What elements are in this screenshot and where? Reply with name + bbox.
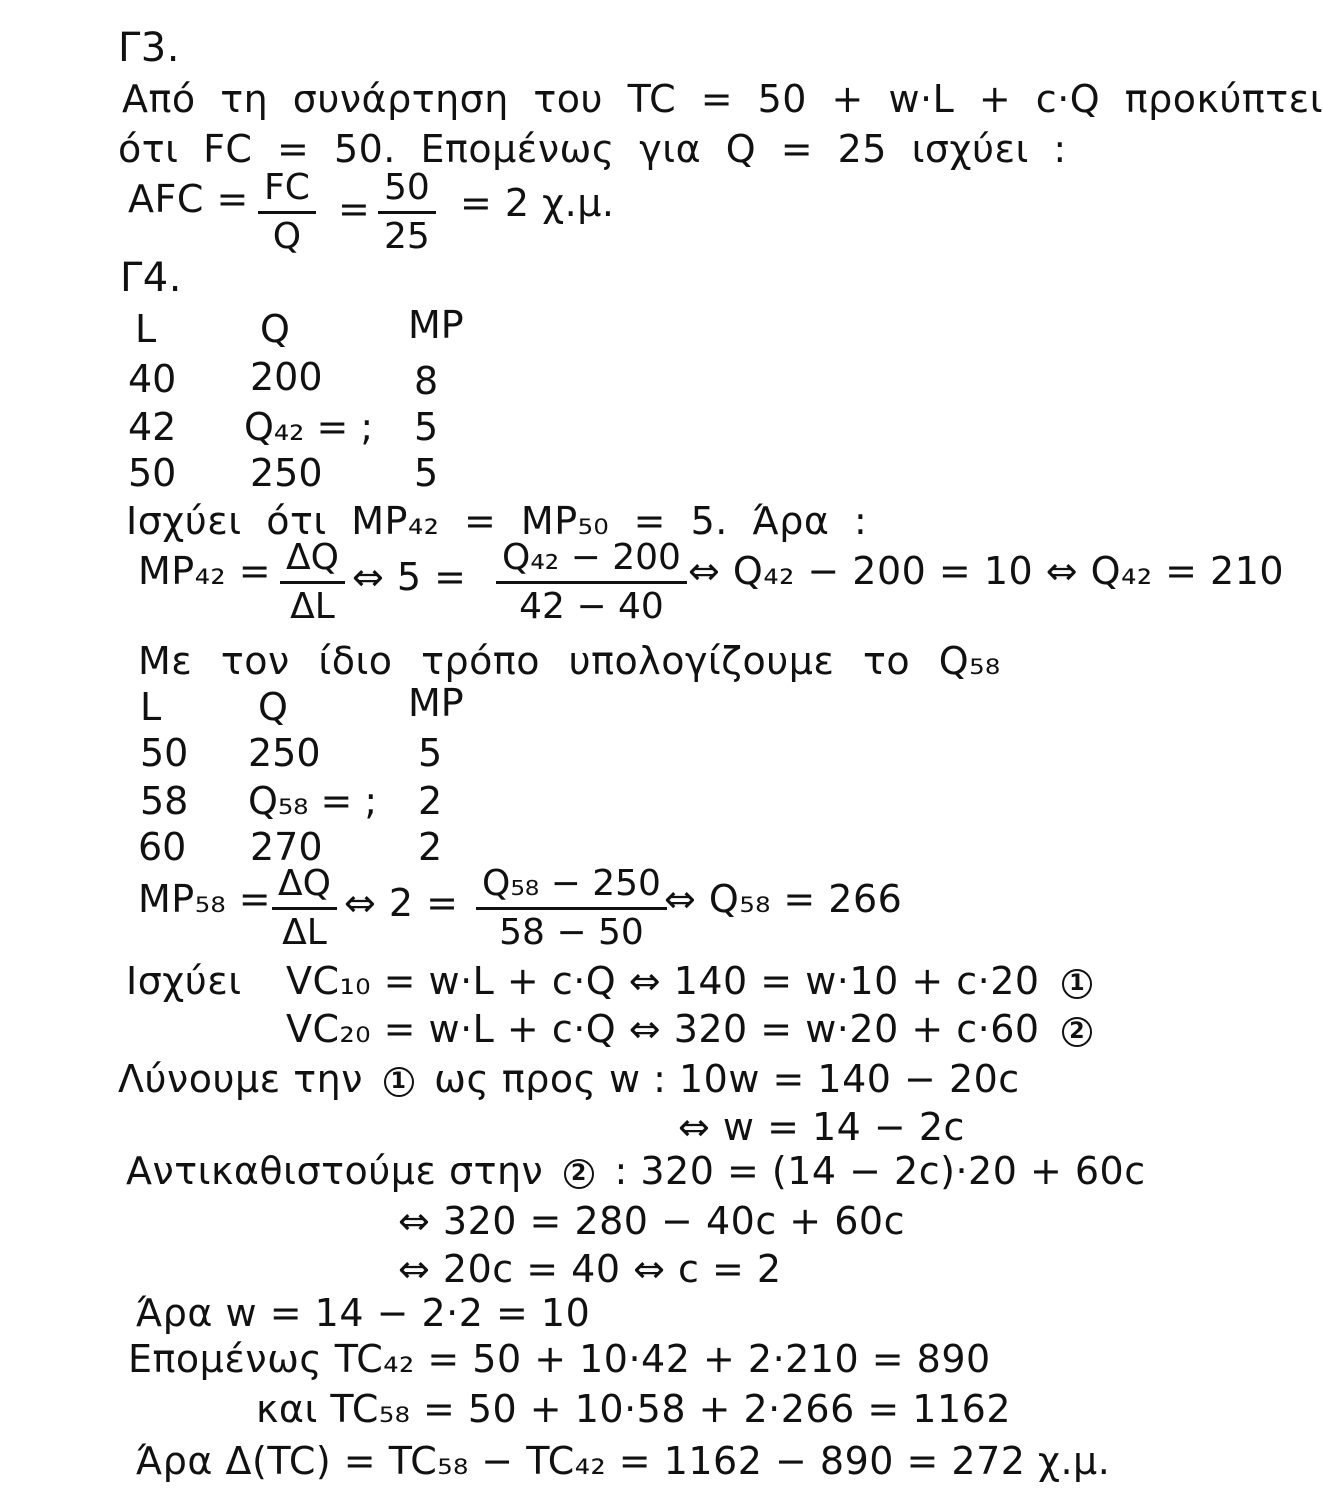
- g3-text-line-2: ότι FC = 50. Επομένως για Q = 25 ισχύει :: [118, 127, 1067, 171]
- afc-value-denominator: 25: [384, 216, 430, 257]
- table-1-row-3-q: 250: [250, 451, 323, 495]
- vc20-text: VC₂₀ = w·L + c·Q ⇔ 320 = w·20 + c·60: [286, 1007, 1040, 1051]
- table-1-row-1-q: 200: [250, 355, 323, 399]
- mp42-delta-denominator: ΔL: [290, 586, 335, 627]
- table-2-row-3-q: 270: [250, 825, 323, 869]
- afc-result: = 2 χ.μ.: [460, 181, 615, 225]
- table-1-row-2-l: 42: [128, 405, 177, 449]
- vc-intro: Ισχύει: [126, 959, 242, 1003]
- mp58-label: MP₅₈ =: [138, 877, 272, 921]
- section-heading-g4: Γ4.: [120, 255, 182, 301]
- table-2-header-mp: MP: [408, 681, 464, 725]
- afc-denominator: Q: [272, 216, 302, 257]
- mp58-delta-fraction: [272, 863, 337, 953]
- table-2-row-3-mp: 2: [418, 825, 443, 869]
- mp42-result: ⇔ Q₄₂ − 200 = 10 ⇔ Q₄₂ = 210: [688, 549, 1285, 593]
- table-2-row-1-l: 50: [140, 731, 189, 775]
- table-1-header-mp: MP: [408, 303, 464, 347]
- afc-equals: =: [338, 187, 371, 231]
- mp58-mid: ⇔ 2 =: [344, 881, 459, 925]
- solve-result: ⇔ w = 14 − 2c: [678, 1105, 965, 1149]
- mp58-value-numerator: Q₅₈ − 250: [476, 866, 667, 910]
- mp58-value-fraction: [476, 863, 667, 953]
- vc20-equation: [286, 1007, 1092, 1051]
- substitute-line: [126, 1149, 1146, 1193]
- mp42-delta-fraction: [280, 537, 345, 627]
- vc10-equation: [286, 959, 1092, 1003]
- table-1-header-l: L: [135, 307, 157, 351]
- section-heading-g3: Γ3.: [118, 25, 180, 71]
- mp58-value-denominator: 58 − 50: [499, 912, 644, 953]
- table-2-row-2-mp: 2: [418, 779, 443, 823]
- afc-value-numerator: 50: [378, 170, 436, 214]
- g4-statement-1: Ισχύει ότι MP₄₂ = MP₅₀ = 5. Άρα :: [126, 499, 868, 543]
- table-1-row-1-l: 40: [128, 357, 177, 401]
- table-2-row-2-l: 58: [140, 779, 189, 823]
- mp42-value-denominator: 42 − 40: [519, 586, 664, 627]
- mp42-value-numerator: Q₄₂ − 200: [496, 540, 687, 584]
- vc10-text: VC₁₀ = w·L + c·Q ⇔ 140 = w·10 + c·20: [286, 959, 1040, 1003]
- equation-marker-1: 1: [1062, 969, 1092, 999]
- solve-text-b: ως προς w : 10w = 140 − 20c: [434, 1057, 1020, 1101]
- table-1-row-2-mp: 5: [414, 405, 439, 449]
- mp58-result: ⇔ Q₅₈ = 266: [664, 877, 903, 921]
- mp58-delta-denominator: ΔL: [282, 912, 327, 953]
- g4-statement-2: Με τον ίδιο τρόπο υπολογίζουμε το Q₅₈: [138, 639, 1001, 683]
- solve-text-a: Λύνουμε την: [118, 1057, 363, 1101]
- w-result: Άρα w = 14 − 2·2 = 10: [136, 1291, 591, 1335]
- mp42-value-fraction: [496, 537, 687, 627]
- afc-numerator: FC: [258, 170, 316, 214]
- afc-fraction: [258, 167, 316, 257]
- table-2-row-3-l: 60: [138, 825, 187, 869]
- substitute-text-a: Αντικαθιστούμε στην: [126, 1149, 544, 1193]
- substitute-step-3: ⇔ 20c = 40 ⇔ c = 2: [398, 1247, 782, 1291]
- afc-label: AFC =: [128, 177, 249, 221]
- substitute-text-b: : 320 = (14 − 2c)·20 + 60c: [614, 1149, 1146, 1193]
- mp42-mid: ⇔ 5 =: [352, 555, 467, 599]
- tc42-line: Επομένως TC₄₂ = 50 + 10·42 + 2·210 = 890: [128, 1337, 991, 1381]
- table-2-row-1-q: 250: [248, 731, 321, 775]
- table-1-row-2-q: Q₄₂ = ;: [244, 405, 374, 449]
- mp58-delta-numerator: ΔQ: [272, 866, 337, 910]
- table-1-header-q: Q: [260, 307, 290, 351]
- table-2-header-q: Q: [258, 685, 288, 729]
- table-1-row-3-l: 50: [128, 451, 177, 495]
- mp42-label: MP₄₂ =: [138, 549, 272, 593]
- tc58-line: και TC₅₈ = 50 + 10·58 + 2·266 = 1162: [256, 1387, 1011, 1431]
- delta-tc-line: Άρα Δ(TC) = TC₅₈ − TC₄₂ = 1162 − 890 = 272 χ.μ.: [136, 1439, 1111, 1483]
- table-1-row-3-mp: 5: [414, 451, 439, 495]
- g3-text-line-1: Από τη συνάρτηση του TC = 50 + w·L + c·Q προκύπτει: [122, 77, 1323, 121]
- table-2-row-2-q: Q₅₈ = ;: [248, 779, 378, 823]
- table-1-row-1-mp: 8: [414, 359, 439, 403]
- equation-marker-2-ref: 2: [564, 1159, 594, 1189]
- substitute-step-2: ⇔ 320 = 280 − 40c + 60c: [398, 1199, 905, 1243]
- equation-marker-1-ref: 1: [384, 1067, 414, 1097]
- table-2-row-1-mp: 5: [418, 731, 443, 775]
- mp42-delta-numerator: ΔQ: [280, 540, 345, 584]
- equation-marker-2: 2: [1062, 1017, 1092, 1047]
- table-2-header-l: L: [140, 685, 162, 729]
- afc-value-fraction: [378, 167, 436, 257]
- solve-line: [118, 1057, 1020, 1101]
